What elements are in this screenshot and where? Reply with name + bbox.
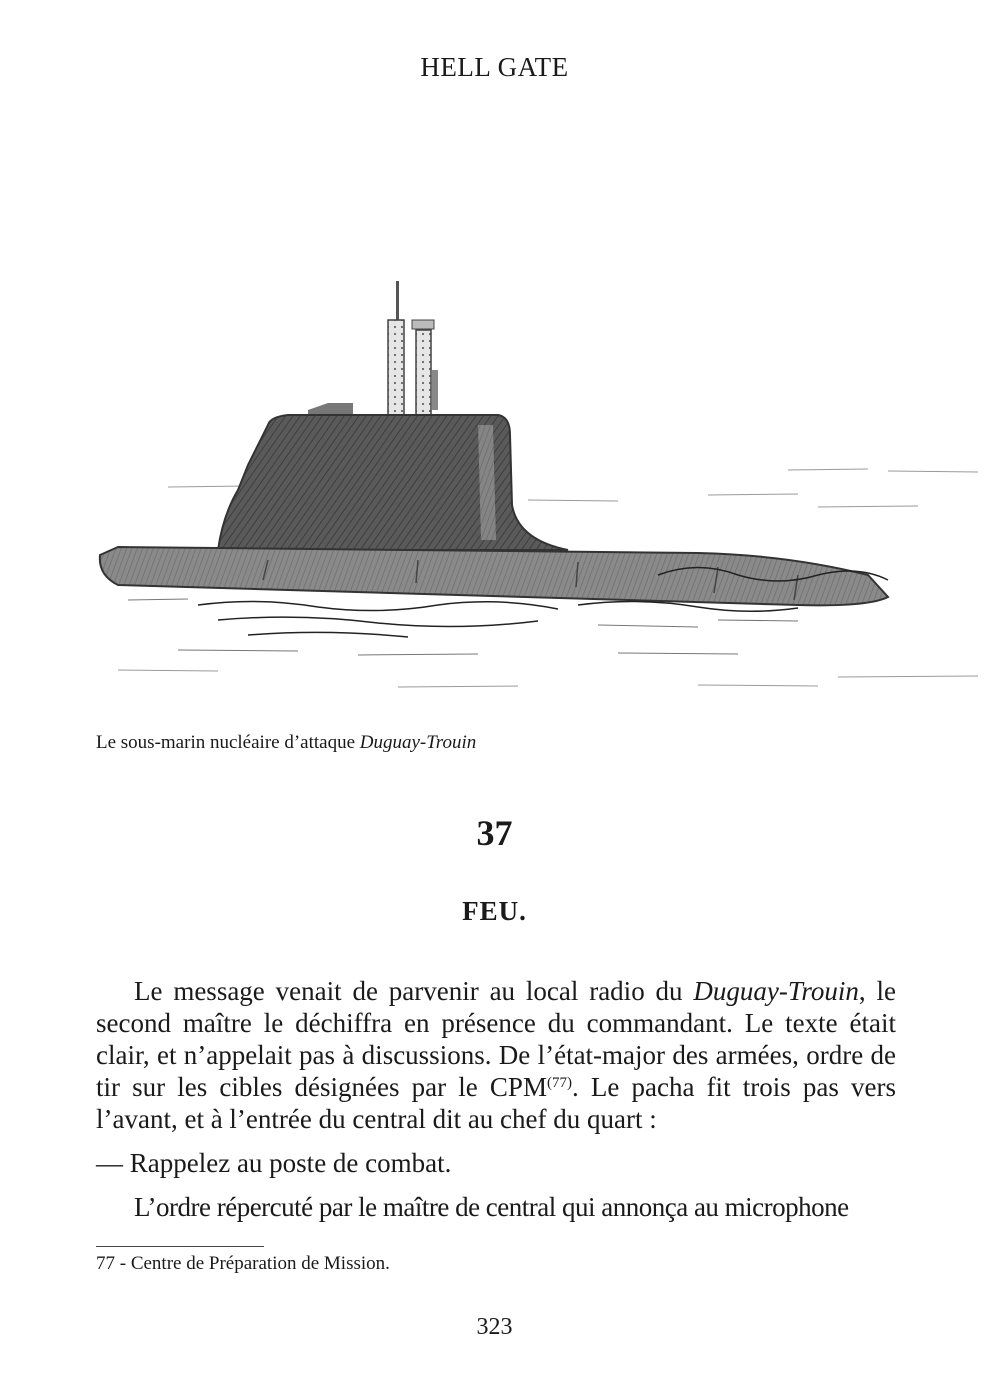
footnote-divider [96, 1246, 264, 1247]
figure-caption [96, 732, 476, 754]
paragraph [96, 975, 896, 1135]
caption-italic: Duguay-Trouin [359, 732, 477, 753]
paragraph-text: Le message venait de parvenir au local radio du [134, 976, 694, 1006]
page-number: 323 [476, 1314, 513, 1340]
mast-group [308, 281, 438, 417]
chapter-number: 37 [476, 813, 513, 853]
dialogue-line: — Rappelez au poste de combat. [96, 1148, 452, 1178]
running-header: HELL GATE [420, 52, 569, 82]
paragraph: L’ordre répercuté par le maître de central qui annonça au microphone [134, 1192, 849, 1222]
chapter-title: FEU. [462, 896, 527, 926]
footnote: 77 - Centre de Préparation de Mission. [96, 1253, 390, 1274]
body-text [96, 975, 896, 1223]
caption-text: Le sous-marin nucléaire d’attaque [96, 732, 360, 753]
ship-name: Duguay-Trouin [693, 976, 859, 1006]
paragraph-text: . Le pacha fit trois pas vers l’avant, et à l’entrée du central dit au chef du quart : [96, 1072, 896, 1134]
footnote-ref: (77) [546, 1075, 572, 1091]
submarine-illustration [98, 275, 989, 715]
paragraph-text: , le second maître le déchiffra en présence du commandant. Le texte était clair, et n’appelait pas à discussions. De l’état-major des armées, ordre de tir sur les cibles désignées par le CPM [96, 976, 896, 1102]
